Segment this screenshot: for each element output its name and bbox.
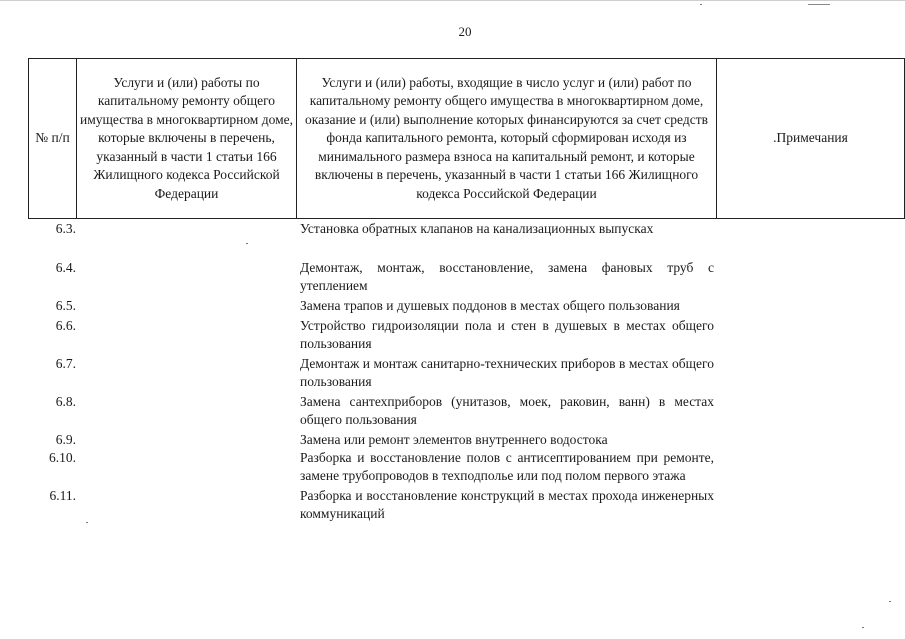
row-number: 6.5.	[55, 298, 76, 313]
row-services-cell	[76, 431, 300, 449]
row-number: 6.4.	[55, 260, 76, 275]
table-row	[28, 431, 904, 449]
scan-speck	[862, 627, 864, 628]
table-header	[28, 58, 905, 219]
row-services-cell	[76, 259, 300, 295]
row-number: 6.6.	[55, 318, 76, 333]
scan-speck	[86, 522, 88, 523]
row-number: 6.8.	[55, 394, 76, 409]
scan-speck	[889, 601, 891, 602]
row-services-cell	[76, 355, 300, 391]
row-number: 6.7.	[55, 356, 76, 371]
row-number: 6.3.	[55, 221, 76, 236]
row-text: Замена трапов и душевых поддонов в местах общего пользования	[300, 298, 680, 313]
table-row	[28, 297, 904, 315]
table-row	[28, 259, 904, 295]
row-number: 6.10.	[49, 450, 76, 465]
scan-top-edge	[0, 0, 905, 1]
row-services-cell	[76, 220, 300, 238]
scan-speck	[700, 4, 702, 5]
row-services-cell	[76, 393, 300, 429]
table-row	[28, 487, 904, 523]
table-row	[28, 317, 904, 353]
row-text: Замена сантехприборов (унитазов, моек, раковин, ванн) в местах общего пользования	[300, 394, 714, 427]
page-number: 20	[458, 24, 472, 39]
row-text: Демонтаж и монтаж санитарно-технических приборов в местах общего пользования	[300, 356, 714, 389]
table-row	[28, 220, 904, 238]
header-row	[29, 59, 905, 219]
header-cell-number: № п/п	[29, 59, 77, 219]
header-cell-notes: .Примечания	[717, 59, 905, 219]
header-cell-financed-services: Услуги и (или) работы, входящие в число услуг и (или) работ по капитальному ремонту общего имущества в многоквартирном доме, оказание и (или) выполнение которых финансируются за счет средств фонда капитального ремонта, который сформирован исходя из минимального размера взноса на капитальный ремонт, и которые включены в перечень, указанный в части 1 статьи 166 Жилищного кодекса Российской Федерации	[297, 59, 717, 219]
table-row	[28, 449, 904, 485]
row-text: Разборка и восстановление конструкций в местах прохода инженерных коммуникаций	[300, 488, 714, 521]
row-text: Демонтаж, монтаж, восстановление, замена фановых труб с утеплением	[300, 260, 714, 293]
scan-speck	[246, 243, 248, 244]
scan-speck	[808, 4, 830, 5]
row-number: 6.11.	[49, 488, 76, 503]
row-text: Установка обратных клапанов на канализационных выпусках	[300, 221, 654, 236]
row-services-cell	[76, 487, 300, 523]
row-number: 6.9.	[55, 432, 76, 447]
row-text: Замена или ремонт элементов внутреннего водостока	[300, 432, 608, 447]
table-row	[28, 393, 904, 429]
table-row	[28, 355, 904, 391]
table-body	[28, 220, 904, 523]
row-services-cell	[76, 297, 300, 315]
header-cell-services: Услуги и (или) работы по капитальному ремонту общего имущества в многоквартирном доме, которые включены в перечень, указанный в части 1 статьи 166 Жилищного кодекса Российской Федерации	[77, 59, 297, 219]
row-services-cell	[76, 317, 300, 353]
row-services-cell	[76, 449, 300, 485]
row-text: Устройство гидроизоляции пола и стен в душевых в местах общего пользования	[300, 318, 714, 351]
row-text: Разборка и восстановление полов с антисептированием при ремонте, замене трубопроводов в техподполье или под полом первого этажа	[300, 450, 714, 483]
